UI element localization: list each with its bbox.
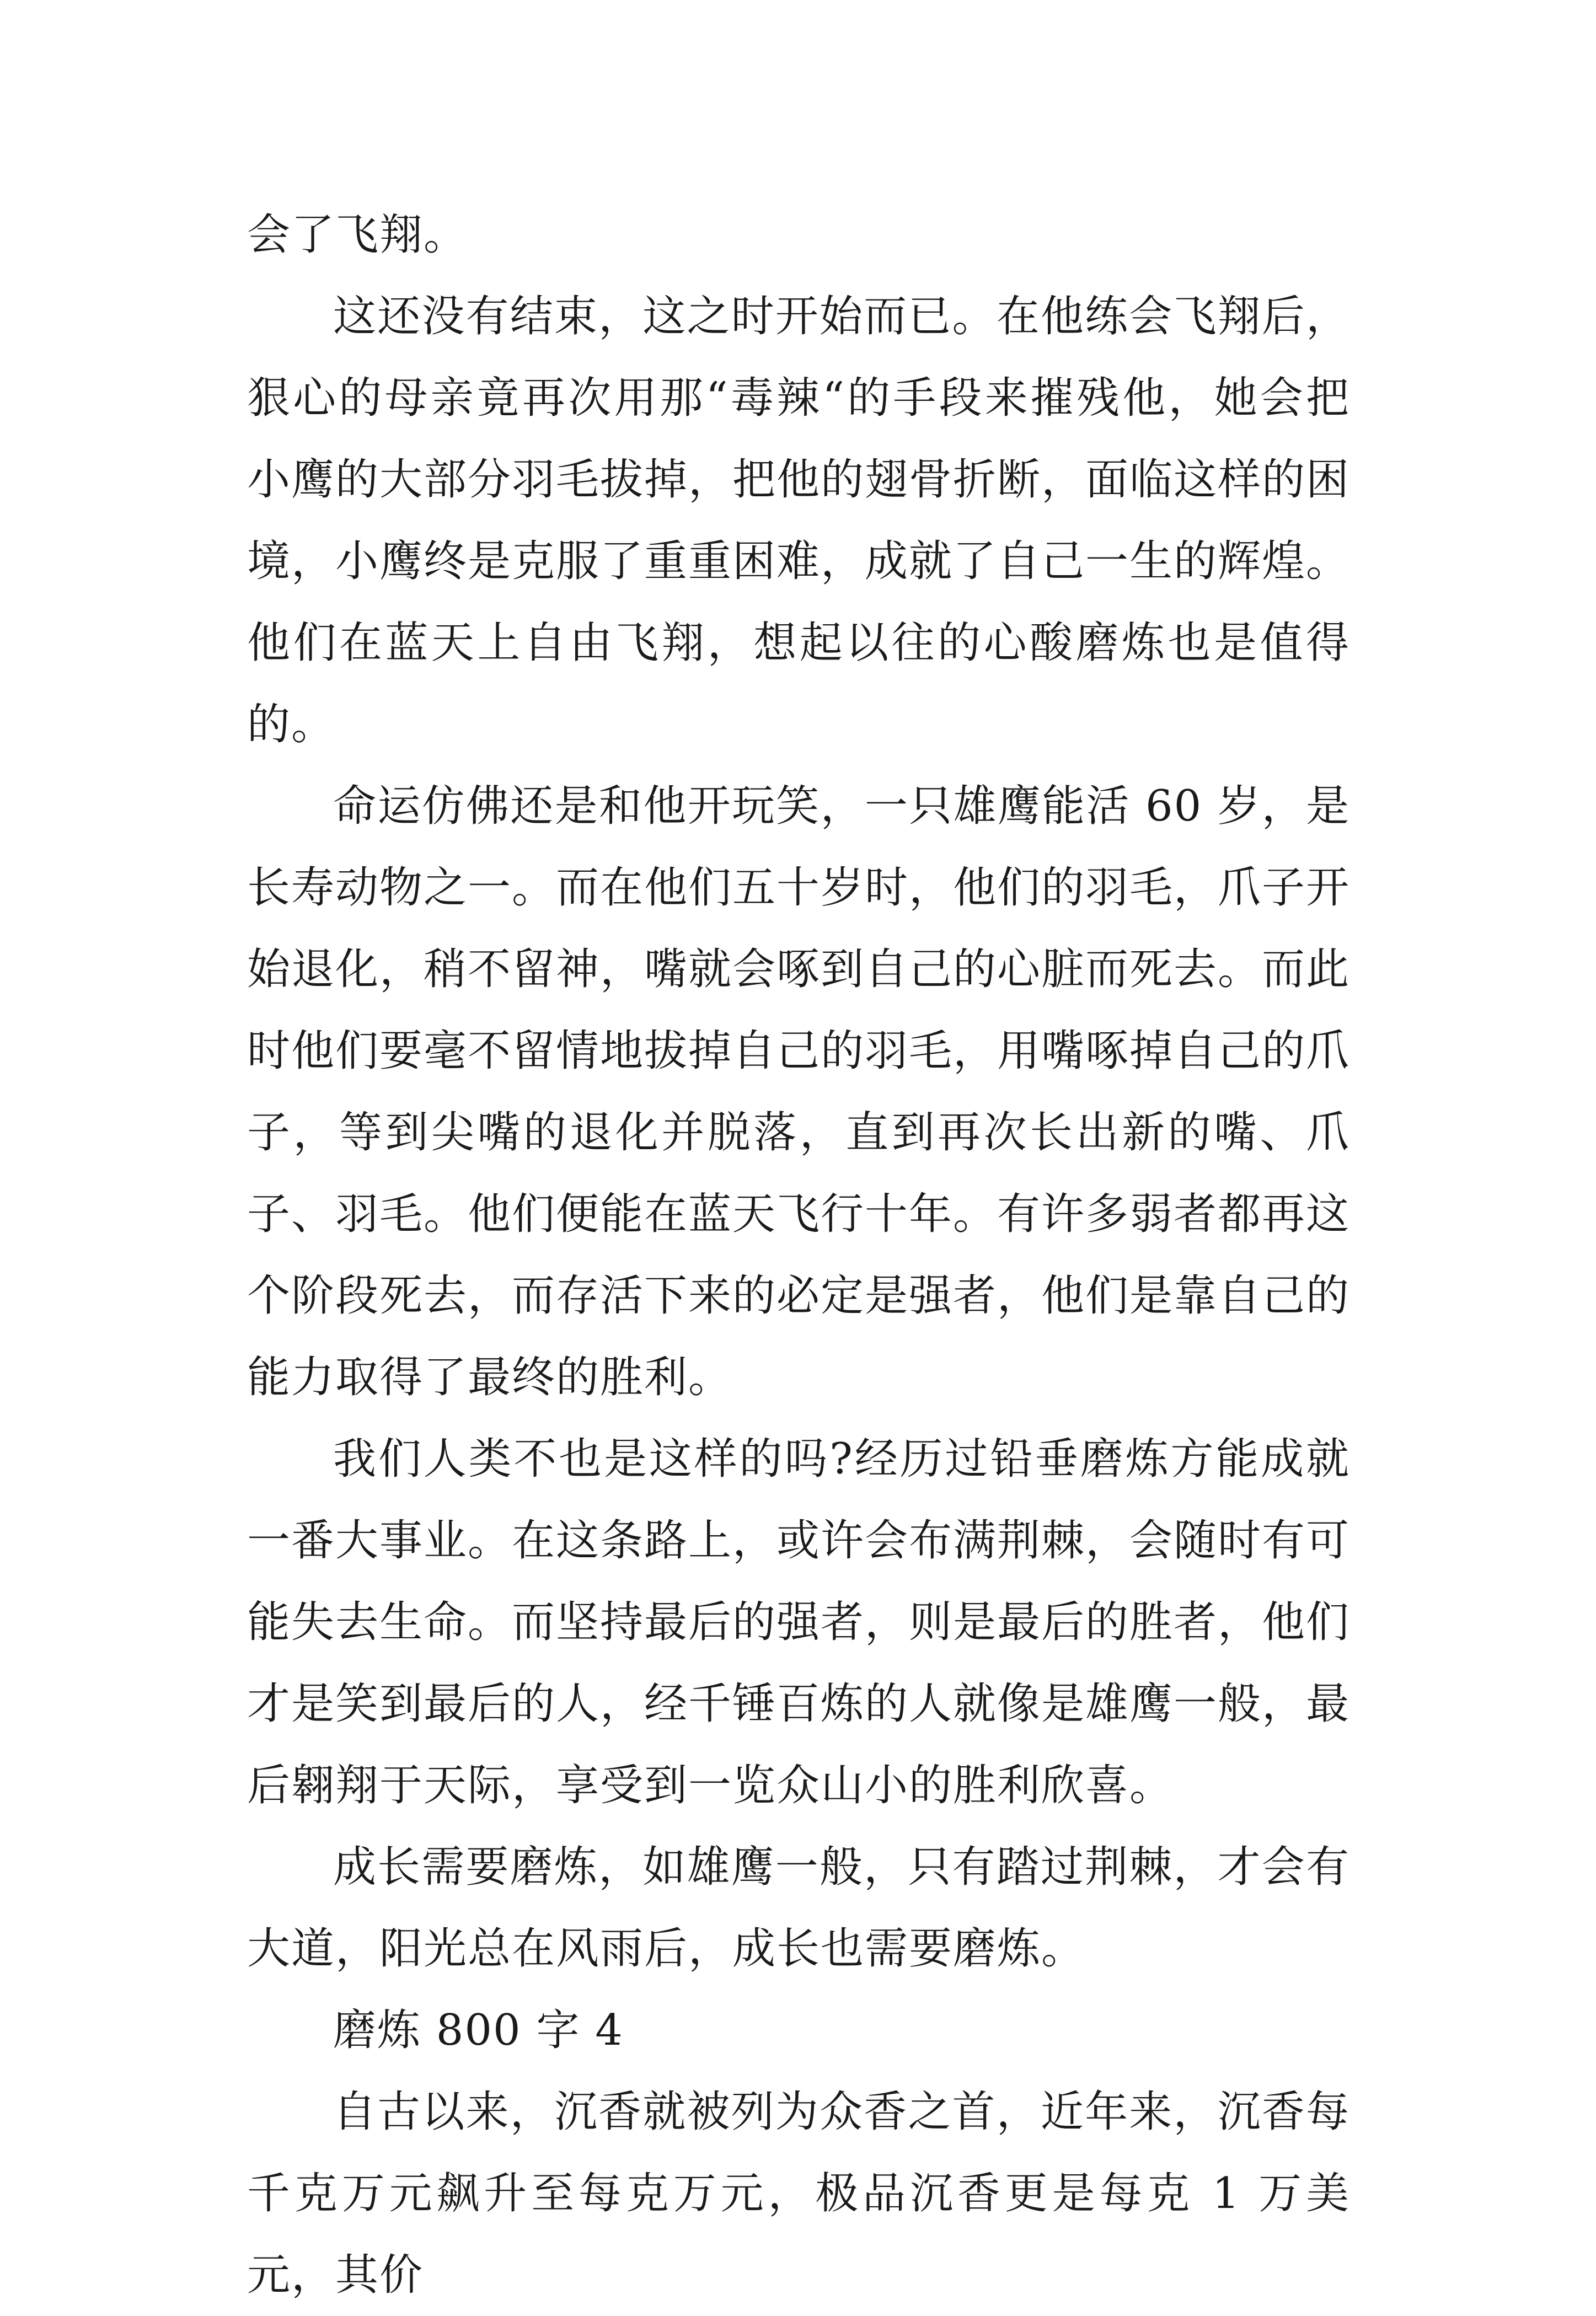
paragraph-6: 自古以来，沉香就被列为众香之首，近年来，沉香每千克万元飙升至每克万元，极品沉香更是每克 1 万美元，其价: [247, 2087, 1350, 2300]
paragraph-2: 这还没有结束，这之时开始而已。在他练会飞翔后，狠心的母亲竟再次用那“毒辣“的手段来摧残他，她会把小鹰的大部分羽毛拔掉，把他的翅骨折断，面临这样的困境，小鹰终是克服了重重困难，成就了自己一生的辉煌。他们在蓝天上自由飞翔，想起以往的心酸磨炼也是值得的。: [247, 292, 1351, 749]
paragraph-1: 会了飞翔。: [247, 210, 468, 260]
paragraph-4: 我们人类不也是这样的吗?经历过铅垂磨炼方能成就一番大事业。在这条路上，或许会布满荆棘，会随时有可能失去生命。而坚持最后的强者，则是最后的胜者，他们才是笑到最后的人，经千锤百炼的人就像是雄鹰一般，最后翱翔于天际，享受到一览众山小的胜利欣喜。: [247, 1434, 1351, 1810]
paragraph-5: 成长需要磨炼，如雄鹰一般，只有踏过荆棘，才会有大道，阳光总在风雨后，成长也需要磨炼。: [247, 1842, 1350, 1974]
paragraph-3: 命运仿佛还是和他开玩笑，一只雄鹰能活 60 岁，是长寿动物之一。而在他们五十岁时，他们的羽毛，爪子开始退化，稍不留神，嘴就会啄到自己的心脏而死去。而此时他们要毫不留情地拔掉自己的羽毛，用嘴啄掉自己的爪子，等到尖嘴的退化并脱落，直到再次长出新的嘴、爪子、羽毛。他们便能在蓝天飞行十年。有许多弱者都再这个阶段死去，而存活下来的必定是强者，他们是靠自己的能力取得了最终的胜利。: [247, 781, 1351, 1402]
section-heading: 磨炼 800 字 4: [333, 2006, 624, 2055]
body-text: [247, 194, 1350, 2316]
